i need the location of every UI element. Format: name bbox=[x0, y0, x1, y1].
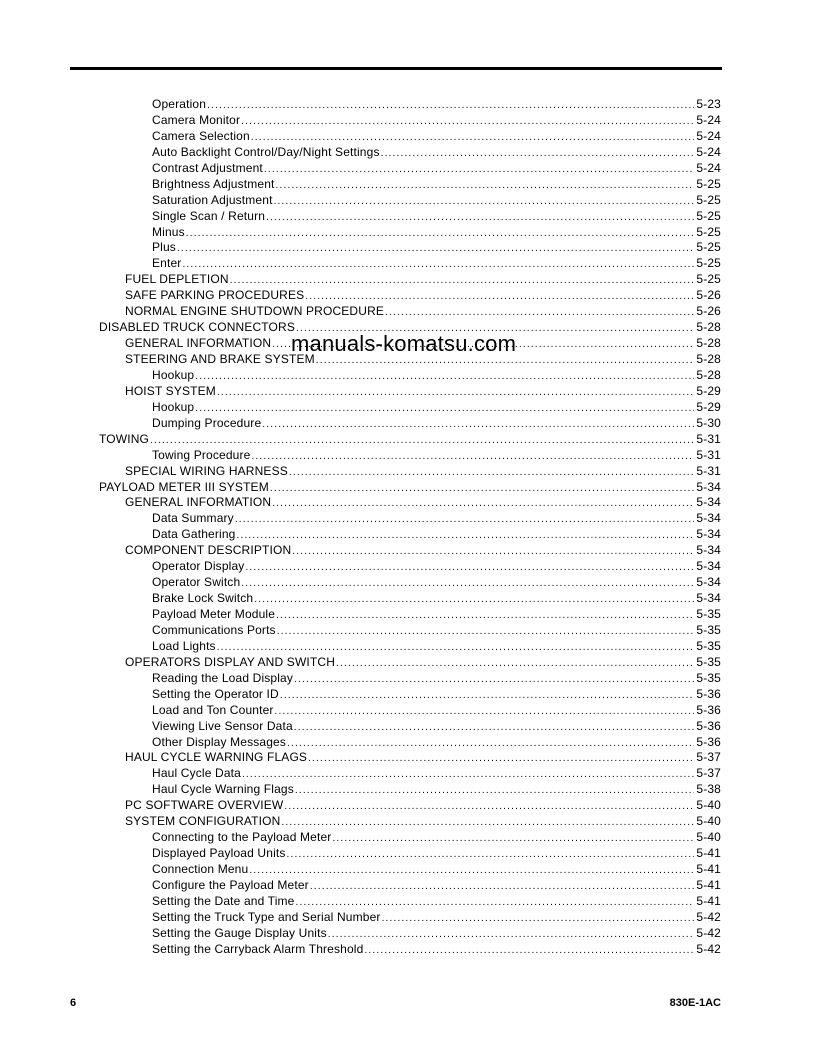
toc-entry[interactable] bbox=[99, 591, 721, 607]
toc-entry[interactable] bbox=[99, 942, 721, 958]
toc-entry[interactable] bbox=[99, 719, 721, 735]
toc-leader-dots bbox=[236, 528, 694, 543]
toc-entry-page: 5-31 bbox=[696, 431, 721, 446]
toc-leader-dots bbox=[186, 226, 695, 241]
toc-entry-page: 5-41 bbox=[696, 877, 721, 892]
toc-entry[interactable] bbox=[99, 480, 721, 496]
toc-leader-dots bbox=[266, 210, 694, 225]
toc-entry-page: 5-36 bbox=[696, 686, 721, 701]
toc-entry-title: Haul Cycle Warning Flags bbox=[152, 782, 294, 797]
toc-leader-dots bbox=[296, 895, 695, 910]
toc-entry[interactable] bbox=[99, 639, 721, 655]
toc-entry-page: 5-25 bbox=[696, 224, 721, 239]
toc-entry[interactable] bbox=[99, 671, 721, 687]
toc-entry-title: Brake Lock Switch bbox=[152, 591, 254, 606]
toc-entry-title: Operator Switch bbox=[152, 575, 241, 590]
toc-leader-dots bbox=[195, 401, 694, 416]
toc-leader-dots bbox=[241, 114, 694, 129]
toc-entry[interactable] bbox=[99, 161, 721, 177]
toc-entry-page: 5-34 bbox=[696, 575, 721, 590]
toc-entry[interactable] bbox=[99, 559, 721, 575]
toc-entry-title: PAYLOAD METER III SYSTEM bbox=[99, 479, 269, 494]
toc-entry-page: 5-35 bbox=[696, 670, 721, 685]
toc-leader-dots bbox=[207, 98, 694, 113]
toc-entry-title: COMPONENT DESCRIPTION bbox=[125, 543, 292, 558]
toc-entry-page: 5-37 bbox=[696, 750, 721, 765]
toc-entry[interactable] bbox=[99, 926, 721, 942]
toc-entry-title: Connecting to the Payload Meter bbox=[152, 830, 332, 845]
toc-entry-page: 5-41 bbox=[696, 893, 721, 908]
toc-entry-page: 5-30 bbox=[696, 415, 721, 430]
toc-entry-page: 5-35 bbox=[696, 622, 721, 637]
toc-entry[interactable] bbox=[99, 400, 721, 416]
toc-entry[interactable] bbox=[99, 225, 721, 241]
toc-entry-page: 5-24 bbox=[696, 112, 721, 127]
toc-entry-title: Load Lights bbox=[152, 638, 216, 653]
toc-entry-page: 5-35 bbox=[696, 654, 721, 669]
toc-entry-page: 5-41 bbox=[696, 846, 721, 861]
toc-leader-dots bbox=[254, 592, 694, 607]
toc-entry-title: Camera Selection bbox=[152, 128, 250, 143]
toc-leader-dots bbox=[287, 736, 694, 751]
toc-entry-page: 5-34 bbox=[696, 527, 721, 542]
toc-entry-title: Operation bbox=[152, 97, 207, 111]
toc-entry[interactable] bbox=[99, 575, 721, 591]
toc-entry[interactable] bbox=[99, 304, 721, 320]
toc-entry-page: 5-26 bbox=[696, 304, 721, 319]
toc-entry-title: Single Scan / Return bbox=[152, 208, 266, 223]
toc-leader-dots bbox=[241, 576, 694, 591]
toc-entry-page: 5-34 bbox=[696, 543, 721, 558]
toc-entry-title: FUEL DEPLETION bbox=[125, 272, 229, 287]
toc-entry-page: 5-42 bbox=[696, 941, 721, 956]
toc-entry-page: 5-36 bbox=[696, 702, 721, 717]
toc-entry-title: Auto Backlight Control/Day/Night Settings bbox=[152, 144, 380, 159]
toc-leader-dots bbox=[287, 847, 695, 862]
toc-entry[interactable] bbox=[99, 607, 721, 623]
toc-leader-dots bbox=[276, 608, 694, 623]
toc-leader-dots bbox=[295, 783, 695, 798]
toc-entry-title: STEERING AND BRAKE SYSTEM bbox=[125, 352, 315, 366]
toc-entry-page: 5-25 bbox=[696, 272, 721, 287]
toc-entry[interactable] bbox=[99, 703, 721, 719]
toc-entry-page: 5-28 bbox=[696, 336, 721, 351]
toc-entry-page: 5-31 bbox=[696, 447, 721, 462]
toc-entry-page: 5-26 bbox=[696, 288, 721, 303]
footer-document-code: 830E-1AC bbox=[669, 997, 721, 1009]
toc-entry[interactable] bbox=[99, 766, 721, 782]
toc-leader-dots bbox=[262, 417, 694, 432]
toc-leader-dots bbox=[177, 241, 694, 256]
toc-entry-title: Displayed Payload Units bbox=[152, 846, 286, 861]
toc-leader-dots bbox=[336, 656, 694, 671]
toc-entry-page: 5-36 bbox=[696, 734, 721, 749]
watermark: manuals-komatsu.com bbox=[291, 331, 517, 356]
toc-entry-title: Enter bbox=[152, 256, 182, 271]
toc-leader-dots bbox=[364, 943, 694, 958]
toc-entry-title: Camera Monitor bbox=[152, 112, 241, 127]
toc-leader-dots bbox=[217, 640, 695, 655]
toc-entry[interactable] bbox=[99, 830, 721, 846]
toc-entry-page: 5-24 bbox=[696, 160, 721, 175]
toc-entry[interactable] bbox=[99, 782, 721, 798]
toc-leader-dots bbox=[332, 831, 694, 846]
toc-entry-page: 5-24 bbox=[696, 144, 721, 159]
toc-entry-page: 5-25 bbox=[696, 256, 721, 271]
toc-leader-dots bbox=[294, 672, 694, 687]
toc-entry-title: Viewing Live Sensor Data bbox=[152, 718, 293, 733]
toc-entry-page: 5-34 bbox=[696, 495, 721, 510]
toc-entry-page: 5-36 bbox=[696, 718, 721, 733]
toc-leader-dots bbox=[277, 624, 695, 639]
toc-leader-dots bbox=[275, 704, 695, 719]
toc-entry[interactable] bbox=[99, 256, 721, 272]
toc-entry-page: 5-40 bbox=[696, 830, 721, 845]
toc-entry-title: Haul Cycle Data bbox=[152, 766, 241, 781]
toc-entry-title: OPERATORS DISPLAY AND SWITCH bbox=[125, 654, 336, 669]
toc-entry-title: Connection Menu bbox=[152, 862, 249, 876]
toc-entry-title: Data Gathering bbox=[152, 527, 236, 542]
toc-leader-dots bbox=[264, 162, 694, 177]
footer-page-number: 6 bbox=[70, 997, 77, 1009]
toc-leader-dots bbox=[281, 815, 694, 830]
toc-entry-title: SYSTEM CONFIGURATION bbox=[125, 814, 281, 829]
toc-entry[interactable] bbox=[99, 432, 721, 448]
toc-leader-dots bbox=[381, 146, 695, 161]
toc-entry[interactable] bbox=[99, 272, 721, 288]
toc-entry[interactable] bbox=[99, 543, 721, 559]
toc-entry-page: 5-28 bbox=[696, 367, 721, 382]
toc-leader-dots bbox=[251, 449, 694, 464]
toc-entry-title: Plus bbox=[152, 240, 176, 255]
toc-entry-page: 5-35 bbox=[696, 607, 721, 621]
toc-entry[interactable] bbox=[99, 177, 721, 193]
toc-entry-title: Hookup bbox=[152, 399, 195, 414]
toc-entry[interactable] bbox=[99, 687, 721, 703]
toc-entry-title: Hookup bbox=[152, 367, 195, 382]
toc-entry-title: Load and Ton Counter bbox=[152, 702, 274, 717]
toc-entry-title: GENERAL INFORMATION bbox=[125, 336, 272, 351]
toc-entry[interactable] bbox=[99, 193, 721, 209]
toc-entry[interactable] bbox=[99, 240, 721, 256]
toc-entry-page: 5-40 bbox=[696, 798, 721, 813]
toc-entry-title: Setting the Truck Type and Serial Number bbox=[152, 909, 381, 924]
toc-entry-page: 5-34 bbox=[696, 479, 721, 494]
toc-leader-dots bbox=[245, 560, 694, 575]
toc-entry[interactable] bbox=[99, 655, 721, 671]
toc-entry-title: SAFE PARKING PROCEDURES bbox=[125, 288, 305, 303]
toc-entry-title: Communications Ports bbox=[152, 622, 276, 637]
toc-entry[interactable] bbox=[99, 527, 721, 543]
toc-leader-dots bbox=[276, 178, 695, 193]
toc-entry[interactable] bbox=[99, 862, 721, 878]
toc-entry-title: PC SOFTWARE OVERVIEW bbox=[125, 798, 284, 813]
header-rule bbox=[70, 67, 722, 70]
toc-entry[interactable] bbox=[99, 894, 721, 910]
toc-entry-title: Data Summary bbox=[152, 511, 234, 526]
toc-entry-title: Saturation Adjustment bbox=[152, 192, 273, 207]
toc-entry-title: Setting the Date and Time bbox=[152, 893, 295, 908]
toc-leader-dots bbox=[182, 257, 694, 272]
toc-leader-dots bbox=[328, 927, 695, 942]
toc-entry-title: Towing Procedure bbox=[152, 447, 251, 462]
toc-entry-page: 5-42 bbox=[696, 925, 721, 940]
toc-leader-dots bbox=[230, 273, 695, 288]
toc-entry-page: 5-38 bbox=[696, 782, 721, 797]
toc-entry[interactable] bbox=[99, 846, 721, 862]
toc-entry-title: GENERAL INFORMATION bbox=[125, 495, 272, 510]
toc-entry-title: Dumping Procedure bbox=[152, 415, 262, 430]
toc-entry[interactable] bbox=[99, 97, 721, 113]
toc-leader-dots bbox=[294, 720, 695, 735]
toc-leader-dots bbox=[270, 481, 695, 496]
toc-entry[interactable] bbox=[99, 384, 721, 400]
table-of-contents bbox=[99, 97, 721, 958]
toc-entry[interactable] bbox=[99, 113, 721, 129]
toc-entry-title: Minus bbox=[152, 224, 185, 239]
toc-entry-title: Setting the Operator ID bbox=[152, 686, 279, 701]
toc-entry-page: 5-29 bbox=[696, 383, 721, 398]
toc-leader-dots bbox=[382, 911, 695, 926]
toc-leader-dots bbox=[249, 863, 694, 878]
toc-entry-title: Reading the Load Display bbox=[152, 670, 294, 685]
toc-entry[interactable] bbox=[99, 209, 721, 225]
toc-entry-title: DISABLED TRUCK CONNECTORS bbox=[99, 320, 296, 335]
toc-entry-title: Other Display Messages bbox=[152, 734, 287, 749]
toc-leader-dots bbox=[308, 751, 694, 766]
toc-entry-page: 5-28 bbox=[696, 320, 721, 335]
toc-entry[interactable] bbox=[99, 878, 721, 894]
toc-leader-dots bbox=[289, 465, 694, 480]
toc-leader-dots bbox=[150, 433, 694, 448]
toc-entry-page: 5-29 bbox=[696, 399, 721, 414]
toc-entry[interactable] bbox=[99, 750, 721, 766]
toc-leader-dots bbox=[385, 305, 694, 320]
toc-entry-page: 5-23 bbox=[696, 97, 721, 111]
toc-entry[interactable] bbox=[99, 129, 721, 145]
toc-entry-page: 5-28 bbox=[696, 352, 721, 366]
toc-leader-dots bbox=[272, 496, 694, 511]
toc-entry-page: 5-34 bbox=[696, 591, 721, 606]
toc-entry[interactable] bbox=[99, 623, 721, 639]
toc-entry-title: SPECIAL WIRING HARNESS bbox=[125, 463, 288, 478]
toc-entry-page: 5-25 bbox=[696, 208, 721, 223]
toc-entry-page: 5-40 bbox=[696, 814, 721, 829]
toc-entry[interactable] bbox=[99, 495, 721, 511]
toc-leader-dots bbox=[251, 130, 695, 145]
toc-entry-title: NORMAL ENGINE SHUTDOWN PROCEDURE bbox=[125, 304, 385, 319]
toc-entry[interactable] bbox=[99, 448, 721, 464]
toc-entry[interactable] bbox=[99, 735, 721, 751]
toc-entry-page: 5-25 bbox=[696, 240, 721, 255]
toc-entry-title: Configure the Payload Meter bbox=[152, 877, 309, 892]
toc-entry[interactable] bbox=[99, 798, 721, 814]
toc-leader-dots bbox=[292, 544, 694, 559]
toc-entry-page: 5-24 bbox=[696, 128, 721, 143]
toc-entry[interactable] bbox=[99, 511, 721, 527]
toc-entry-page: 5-37 bbox=[696, 766, 721, 781]
toc-leader-dots bbox=[195, 369, 694, 384]
toc-entry[interactable] bbox=[99, 910, 721, 926]
toc-entry-title: HOIST SYSTEM bbox=[125, 383, 216, 398]
toc-entry-title: Operator Display bbox=[152, 559, 245, 574]
toc-entry-page: 5-25 bbox=[696, 192, 721, 207]
toc-entry[interactable] bbox=[99, 145, 721, 161]
toc-leader-dots bbox=[310, 879, 695, 894]
toc-entry[interactable] bbox=[99, 814, 721, 830]
toc-entry-title: Setting the Gauge Display Units bbox=[152, 925, 327, 940]
toc-leader-dots bbox=[242, 767, 694, 782]
toc-entry-title: Contrast Adjustment bbox=[152, 160, 263, 175]
toc-entry-title: Brightness Adjustment bbox=[152, 176, 275, 191]
toc-entry-title: Setting the Carryback Alarm Threshold bbox=[152, 941, 364, 956]
toc-leader-dots bbox=[305, 289, 694, 304]
toc-entry-title: TOWING bbox=[99, 431, 150, 446]
toc-leader-dots bbox=[217, 385, 694, 400]
toc-entry-title: HAUL CYCLE WARNING FLAGS bbox=[125, 750, 308, 765]
toc-entry-page: 5-42 bbox=[696, 909, 721, 924]
toc-entry-page: 5-31 bbox=[696, 463, 721, 478]
toc-entry-page: 5-34 bbox=[696, 559, 721, 574]
toc-leader-dots bbox=[235, 512, 695, 527]
toc-entry-title: Payload Meter Module bbox=[152, 607, 276, 621]
toc-entry[interactable] bbox=[99, 464, 721, 480]
toc-entry[interactable] bbox=[99, 416, 721, 432]
toc-entry-page: 5-34 bbox=[696, 511, 721, 526]
toc-leader-dots bbox=[284, 799, 694, 814]
toc-entry-page: 5-35 bbox=[696, 638, 721, 653]
toc-entry[interactable] bbox=[99, 288, 721, 304]
toc-entry-page: 5-41 bbox=[696, 862, 721, 876]
toc-entry-page: 5-25 bbox=[696, 176, 721, 191]
toc-leader-dots bbox=[274, 194, 695, 209]
toc-leader-dots bbox=[280, 688, 695, 703]
toc-entry[interactable] bbox=[99, 368, 721, 384]
